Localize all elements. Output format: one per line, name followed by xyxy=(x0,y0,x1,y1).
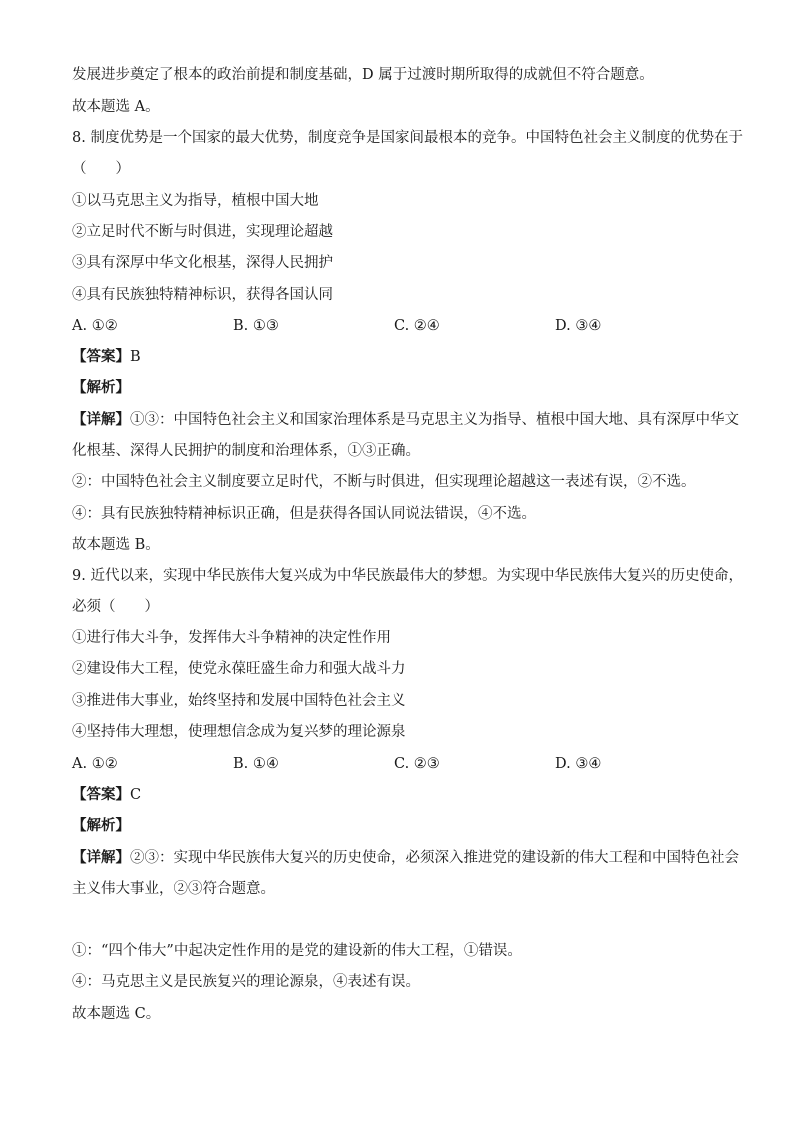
q9-detail-tag: 【详解】 xyxy=(72,849,130,866)
q9-options xyxy=(72,754,732,774)
q8-options xyxy=(72,316,732,336)
q9-detail-3: ①：“四个伟大”中起决定性作用的是党的建设新的伟大工程，①错误。 xyxy=(72,943,522,959)
q8-detail-2: 化根基、深得人民拥护的制度和治理体系，①③正确。 xyxy=(72,443,420,459)
q9-item-4: ④坚持伟大理想，使理想信念成为复兴梦的理论源泉 xyxy=(72,724,406,740)
q9-option-a: A. ①② xyxy=(72,756,118,772)
q9-analysis-label: 【解析】 xyxy=(72,817,130,834)
q9-answer-tag: 【答案】 xyxy=(72,786,130,803)
q9-conclusion: 故本题选 C。 xyxy=(72,1006,161,1022)
q8-option-c: C. ②④ xyxy=(394,318,440,334)
q8-item-2: ②立足时代不断与时俱进，实现理论超越 xyxy=(72,224,333,240)
q8-analysis-label: 【解析】 xyxy=(72,379,130,396)
q8-answer-tag: 【答案】 xyxy=(72,348,130,365)
q9-answer: C xyxy=(130,787,142,803)
q8-detail-line-1 xyxy=(72,410,739,430)
q9-item-2: ②建设伟大工程，使党永葆旺盛生命力和强大战斗力 xyxy=(72,661,406,677)
q9-item-3: ③推进伟大事业，始终坚持和发展中国特色社会主义 xyxy=(72,693,406,709)
q9-detail-line-1 xyxy=(72,848,739,868)
q8-detail-tag: 【详解】 xyxy=(72,411,130,428)
q9-detail-1: ②③：实现中华民族伟大复兴的历史使命，必须深入推进党的建设新的伟大工程和中国特色社会 xyxy=(130,850,739,866)
q9-detail-2: 主义伟大事业，②③符合题意。 xyxy=(72,881,275,897)
q8-item-4: ④具有民族独特精神标识，获得各国认同 xyxy=(72,287,333,303)
q8-option-b: B. ①③ xyxy=(233,318,279,334)
q8-analysis-tag xyxy=(72,378,732,398)
q9-answer-line xyxy=(72,785,732,805)
carry-over-line: 发展进步奠定了根本的政治前提和制度基础，D 属于过渡时期所取得的成就但不符合题意。 xyxy=(72,67,654,83)
q9-option-d: D. ③④ xyxy=(555,756,602,772)
q8-detail-4: ④：具有民族独特精神标识正确，但是获得各国认同说法错误，④不选。 xyxy=(72,506,536,522)
q9-item-1: ①进行伟大斗争，发挥伟大斗争精神的决定性作用 xyxy=(72,630,391,646)
q8-detail-3: ②：中国特色社会主义制度要立足时代，不断与时俱进，但实现理论超越这一表述有误，②不选。 xyxy=(72,474,696,490)
q8-stem-bracket: （ ） xyxy=(72,161,130,177)
q9-stem-2: 必须（ ） xyxy=(72,599,159,615)
q8-item-3: ③具有深厚中华文化根基，深得人民拥护 xyxy=(72,255,333,271)
q9-detail-4: ④：马克思主义是民族复兴的理论源泉，④表述有误。 xyxy=(72,974,420,990)
q9-option-c: C. ②③ xyxy=(394,756,440,772)
q8-option-a: A. ①② xyxy=(72,318,118,334)
q8-option-d: D. ③④ xyxy=(555,318,602,334)
q8-item-1: ①以马克思主义为指导，植根中国大地 xyxy=(72,193,319,209)
q9-option-b: B. ①④ xyxy=(233,756,279,772)
q8-stem: 8. 制度优势是一个国家的最大优势，制度竞争是国家间最根本的竞争。中国特色社会主义制度的优势在于 xyxy=(72,130,743,146)
q9-stem: 9. 近代以来，实现中华民族伟大复兴成为中华民族最伟大的梦想。为实现中华民族伟大复兴的历史使命， xyxy=(72,568,743,584)
q8-conclusion: 故本题选 B。 xyxy=(72,537,160,553)
q8-detail-1: ①③：中国特色社会主义和国家治理体系是马克思主义为指导、植根中国大地、具有深厚中华文 xyxy=(130,412,739,428)
carry-over-conclusion: 故本题选 A。 xyxy=(72,99,160,115)
q8-answer: B xyxy=(130,349,141,365)
q9-analysis-tag xyxy=(72,816,732,836)
q8-answer-line xyxy=(72,347,732,367)
